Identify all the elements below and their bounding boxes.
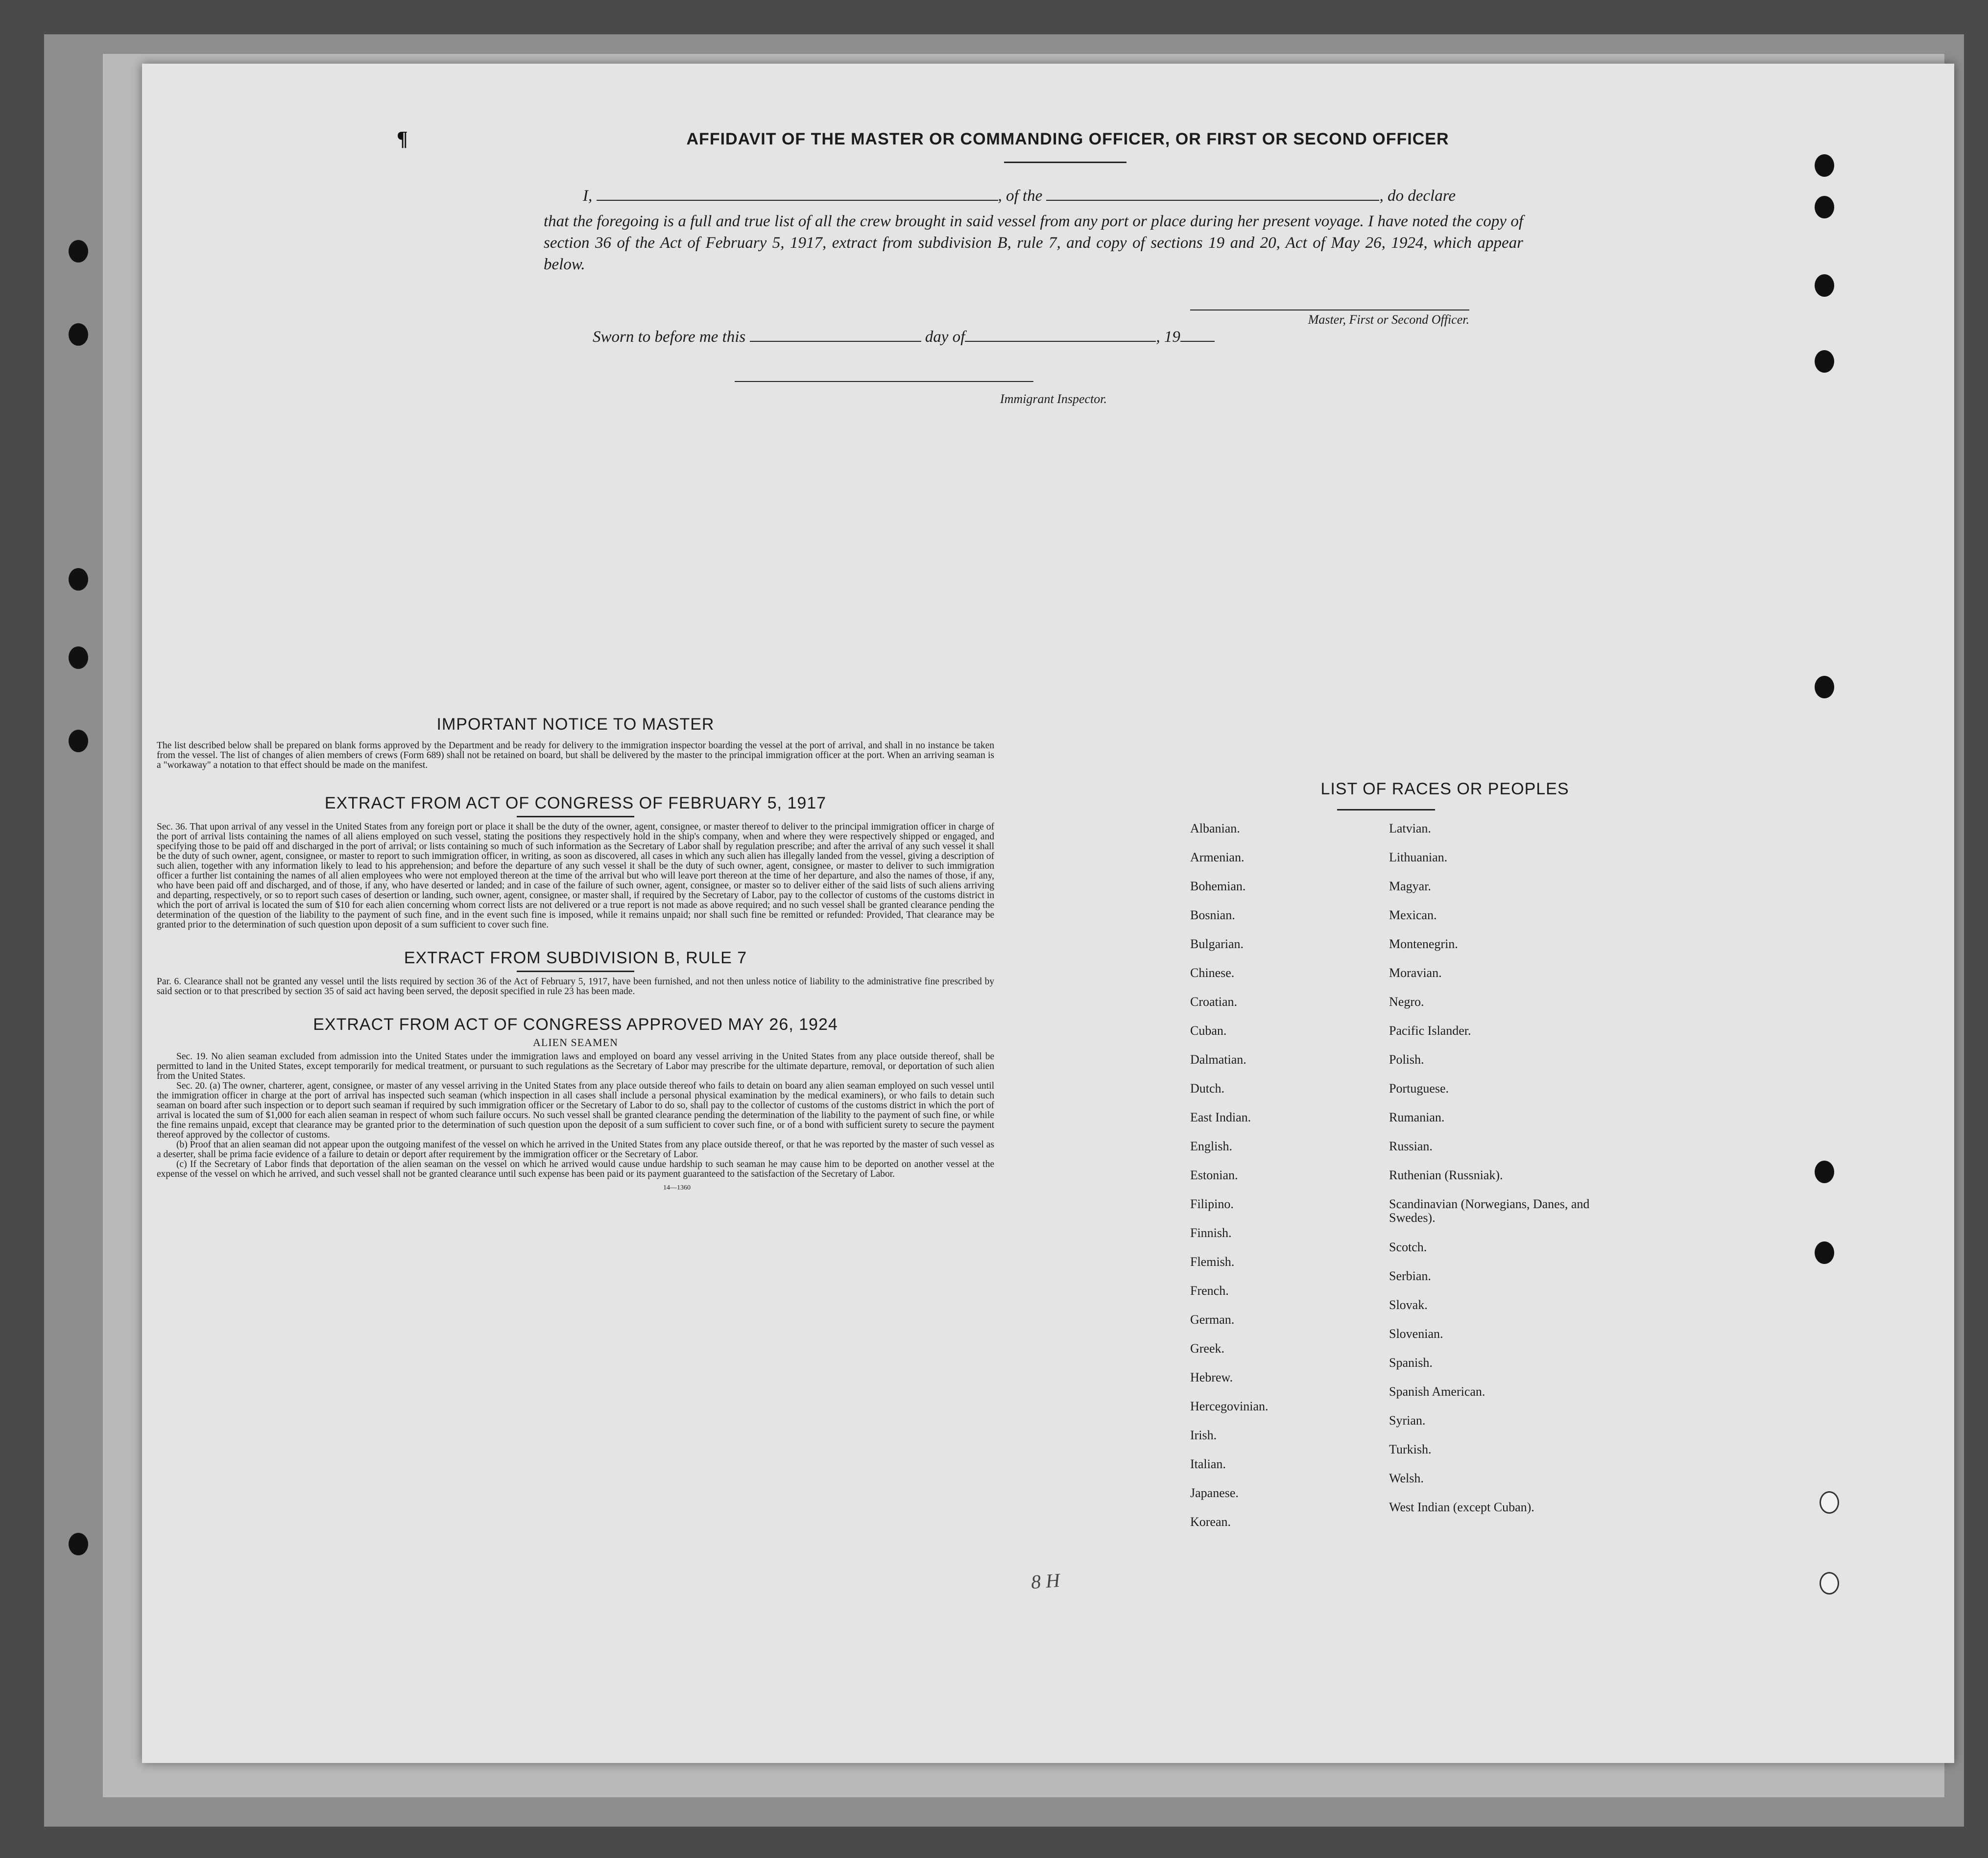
punch-hole <box>69 240 88 262</box>
affidavit-i: I, <box>583 187 593 205</box>
race-item: Montenegrin. <box>1389 937 1458 951</box>
punch-hole <box>1815 350 1834 373</box>
race-item: German. <box>1190 1312 1235 1327</box>
extract-rule7-title: EXTRACT FROM SUBDIVISION B, RULE 7 <box>404 949 747 967</box>
race-item: Finnish. <box>1190 1226 1232 1240</box>
race-item: Italian. <box>1190 1457 1226 1471</box>
race-item: Pacific Islander. <box>1389 1024 1471 1038</box>
race-item: Cuban. <box>1190 1024 1227 1038</box>
races-rule <box>1337 809 1435 810</box>
race-item: Portuguese. <box>1389 1081 1449 1096</box>
affidavit-body: that the foregoing is a full and true list of all the crew brought in said vessel from any port or place during her present voyage. I have noted the copy of section 36 of the Act of February 5, 1917, extract from subdivision B, rule 7, and copy of sections 19 and 20, Act of May 26, 1924, which appear below. <box>544 213 1523 273</box>
day-blank[interactable] <box>750 328 921 342</box>
name-blank[interactable] <box>597 187 998 201</box>
punch-hole <box>69 730 88 752</box>
race-item: Turkish. <box>1389 1442 1432 1456</box>
race-item: Mexican. <box>1389 908 1437 922</box>
race-item: Ruthenian (Russniak). <box>1389 1168 1503 1182</box>
extract-1917-text: Sec. 36. That upon arrival of any vessel in the United States from any foreign port or place it shall be the duty of the owner, agent, consignee, or master thereof to deliver to the principal immigration officer in charge of the port of arrival lists containing the names of all aliens employed on such vessel, stating the positions they respectively hold in the ship's company, when and where they were respectively shipped or engaged, and specifying those to be paid off and discharged in the port of arrival; or lists containing so much of such information as the Secretary of Labor shall by regulation prescribe; and after the arrival of any such vessel it shall be the duty of such owner, agent, consignee, or master to report to such immigration officer, in writing, as soon as discovered, all cases in which any such alien has illegally landed from the vessel, giving a description of such alien, together with any information likely to lead to his apprehension; and before the departure of any such vessel it shall be the duty of such owner, agent, consignee, or master to deliver to such immigration officer a further list containing the names of all alien employees who were not employed thereon at the time of the arrival but who will leave port thereon at the time of her departure, and also the names of those, if any, who have been paid off and discharged, and of those, if any, who have deserted or landed; and in case of the failure of such owner, agent, consignee, or master so to deliver either of the said lists of such aliens arriving and departing, respectively, or so to report such cases of desertion or landing, such owner, agent, consignee, or master shall, if required by the Secretary of Labor, pay to the collector of customs of the customs district in which the port of arrival is located the sum of $10 for each alien concerning whom correct lists are not delivered or a true report is not made as above required; and no such vessel shall be granted clearance pending the determination of the question of the liability to the payment of such fine, and in the event such fine is imposed, while it remains unpaid; nor shall such fine be remitted or refunded: Provided, That clearance may be granted prior to the determination of such question upon deposit of a sum sufficient to cover such fine. <box>157 822 994 930</box>
punch-hole <box>69 1533 88 1555</box>
race-item: East Indian. <box>1190 1110 1251 1124</box>
race-item: Magyar. <box>1389 879 1431 893</box>
punch-hole <box>1815 1241 1834 1264</box>
race-item: Scandinavian (Norwegians, Danes, and Swedes). <box>1389 1197 1590 1225</box>
sworn-year: , 19 <box>1156 328 1180 346</box>
inspector-signature-line[interactable] <box>735 381 1033 382</box>
affidavit-declaration-line <box>583 187 1523 205</box>
title-rule <box>1004 162 1126 163</box>
race-item: Hebrew. <box>1190 1370 1233 1384</box>
signature-label: Master, First or Second Officer. <box>1308 312 1469 327</box>
race-item: Korean. <box>1190 1515 1231 1529</box>
handwritten-note: 8 H <box>1030 1569 1061 1593</box>
race-item: Albanian. <box>1190 821 1240 835</box>
notice-title: IMPORTANT NOTICE TO MASTER <box>436 715 715 734</box>
race-item: Bosnian. <box>1190 908 1235 922</box>
race-item: West Indian (except Cuban). <box>1389 1500 1534 1514</box>
races-column-left <box>1190 822 1396 1544</box>
affidavit-title: AFFIDAVIT OF THE MASTER OR COMMANDING OFFICER, OR FIRST OR SECOND OFFICER <box>686 130 1449 148</box>
race-item: Hercegovinian. <box>1190 1399 1269 1413</box>
race-item: Lithuanian. <box>1389 850 1448 864</box>
extract-rule7-rule <box>517 971 634 972</box>
notices-column <box>157 715 994 1199</box>
extract-1924-title: EXTRACT FROM ACT OF CONGRESS APPROVED MAY 26, 1924 <box>313 1015 838 1034</box>
race-item: Polish. <box>1389 1052 1424 1067</box>
race-item: Estonian. <box>1190 1168 1238 1182</box>
extract-1924-sec20a: Sec. 20. (a) The owner, charterer, agent, consignee, or master of any vessel arriving in the United States from any place outside thereof who fails to detain on board any alien seaman employed on such vessel until the immigration officer in charge at the port of arrival has inspected such seaman (which inspection in all cases shall include a personal physical examination by the medical examiners), or who fails to detain such seaman on board after such inspection or to deport such seaman if required by such immigration officer or the Secretary of Labor to do so, shall pay to the collector of customs of the customs district in which the port of arrival is located the sum of $1,000 for each alien seaman in respect of whom such failure occurs. No such vessel shall be granted clearance pending the determination of the liability to the payment of such fine, or while the fine remains unpaid, except that clearance may be granted prior to the determination of such question upon the deposit of a sum sufficient to cover such fine, or of a bond with sufficient surety to secure the payment thereof approved by the collector of customs. <box>157 1081 994 1140</box>
extract-1924-sec19: Sec. 19. No alien seaman excluded from admission into the United States under the immigration laws and employed on board any vessel arriving in the United States from any place outside thereof, shall be permitted to land in the United States, except temporarily for medical treatment, or pursuant to such regulations as the Secretary of Labor may prescribe for the ultimate departure, removal, or deportation of such alien from the United States. <box>157 1051 994 1081</box>
month-blank[interactable] <box>965 328 1156 342</box>
race-item: Greek. <box>1190 1341 1225 1356</box>
race-item: Dalmatian. <box>1190 1052 1246 1067</box>
race-item: Spanish. <box>1389 1356 1433 1370</box>
punch-hole <box>69 323 88 346</box>
race-item: Serbian. <box>1389 1269 1431 1283</box>
race-item: Irish. <box>1190 1428 1217 1442</box>
sworn-day-of: day of <box>925 328 965 346</box>
extract-1924-sec20c: (c) If the Secretary of Labor finds that deportation of the alien seaman on the vessel on which he arrived would cause undue hardship to such seaman he may cause him to be deported on another vessel at the expense of the vessel on which he arrived, and such vessel shall not be granted clearance until such expense has been paid or its payment guaranteed to the satisfaction of the Secretary of Labor. <box>157 1159 994 1179</box>
race-item: Spanish American. <box>1389 1384 1485 1399</box>
race-item: Filipino. <box>1190 1197 1234 1211</box>
sworn-prefix: Sworn to before me this <box>593 328 746 346</box>
ink-mark: ¶ <box>397 128 408 150</box>
race-item: English. <box>1190 1139 1232 1153</box>
extract-1917-title: EXTRACT FROM ACT OF CONGRESS OF FEBRUARY 5, 1917 <box>324 794 827 812</box>
punch-hole <box>69 646 88 669</box>
race-item: Bohemian. <box>1190 879 1246 893</box>
punch-hole <box>1820 1491 1839 1514</box>
race-item: Japanese. <box>1190 1486 1239 1500</box>
punch-hole <box>1815 1161 1834 1183</box>
race-item: Flemish. <box>1190 1255 1235 1269</box>
affidavit-of-the: , of the <box>998 187 1043 205</box>
year-blank[interactable] <box>1180 328 1215 342</box>
extract-1924-sec20b: (b) Proof that an alien seaman did not appear upon the outgoing manifest of the vessel on which he arrived in the United States from any place outside thereof, or that he was reported by the master of such vessel as a deserter, shall be prima facie evidence of a failure to detain or deport after requirement by the immigration officer or the Secretary of Labor. <box>157 1140 994 1160</box>
race-item: Croatian. <box>1190 995 1238 1009</box>
race-item: Negro. <box>1389 995 1424 1009</box>
race-item: Dutch. <box>1190 1081 1225 1096</box>
punch-hole <box>1815 154 1834 177</box>
form-number: 14—1360 <box>663 1184 691 1191</box>
races-column-right <box>1389 822 1595 1529</box>
race-item: Bulgarian. <box>1190 937 1244 951</box>
race-item: Scotch. <box>1389 1240 1427 1254</box>
punch-hole <box>1815 676 1834 698</box>
race-item: Syrian. <box>1389 1413 1426 1428</box>
punch-hole <box>1820 1572 1839 1595</box>
punch-hole <box>1815 196 1834 218</box>
race-item: Rumanian. <box>1389 1110 1445 1124</box>
inspector-label: Immigrant Inspector. <box>1000 392 1107 406</box>
race-item: Welsh. <box>1389 1471 1424 1485</box>
race-item: Armenian. <box>1190 850 1245 864</box>
race-item: Russian. <box>1389 1139 1433 1153</box>
notice-text: The list described below shall be prepared on blank forms approved by the Department and be ready for delivery to the immigration inspector boarding the vessel at the port of arrival, and shall in no instance be taken from the vessel. The list of changes of alien members of crews (Form 689) shall not be retained on board, but shall be delivered by the master to the principal immigration officer at the port. When an arriving seaman is a "workaway" a notation to that effect should be made on the manifest. <box>157 740 994 770</box>
race-item: French. <box>1190 1284 1229 1298</box>
race-item: Slovak. <box>1389 1298 1428 1312</box>
extract-rule7-text: Par. 6. Clearance shall not be granted any vessel until the lists required by section 36 of the Act of February 5, 1917, have been furnished, and not then unless notice of liability to the administrative fine prescribed by said section or to that prescribed by section 35 of said act having been served, the deposit specified in rule 23 has been made. <box>157 977 994 997</box>
race-item: Chinese. <box>1190 966 1235 980</box>
extract-1917-rule <box>517 816 634 817</box>
sworn-line <box>593 328 1327 346</box>
vessel-blank[interactable] <box>1046 187 1379 201</box>
affidavit-do-declare: , do declare <box>1379 187 1456 205</box>
punch-hole <box>69 568 88 591</box>
race-item: Moravian. <box>1389 966 1442 980</box>
races-title: LIST OF RACES OR PEOPLES <box>1320 780 1569 798</box>
race-item: Latvian. <box>1389 821 1431 835</box>
extract-1924-subtitle: ALIEN SEAMEN <box>533 1036 618 1048</box>
race-item: Slovenian. <box>1389 1327 1443 1341</box>
punch-hole <box>1815 274 1834 297</box>
